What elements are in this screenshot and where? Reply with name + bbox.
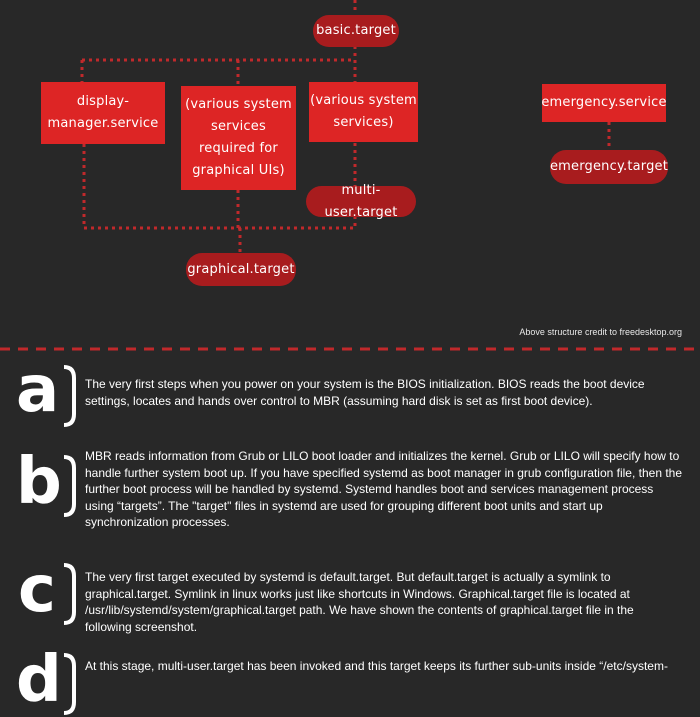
step-text-a: The very first steps when you power on your system is the BIOS initialization. BIOS reads the boot device settings, locates and hands over control to MBR (assuming hard disk is set as first boot device).	[85, 377, 645, 408]
emergency-target-node: emergency.target	[550, 150, 668, 184]
step-text-b: MBR reads information from Grub or LILO boot loader and initializes the kernel. Grub or LILO will specify how to handle further system boot up. If you have specified systemd as boot manager in grub configuration file, then the further boot process will be handled by systemd. Systemd handles boot and services management process using “targets”. The "target" files in systemd are used for grouping different boot units and start up synchronization processes.	[85, 449, 683, 529]
section-separator	[0, 344, 700, 354]
step-c	[0, 553, 700, 634]
step-letter-b: b	[16, 445, 62, 519]
graphical-services-node: (various system services required for graphical UIs)	[181, 86, 296, 190]
structure-credit: Above structure credit to freedesktop.org	[519, 327, 682, 337]
system-services-node: (various system services)	[309, 82, 418, 142]
step-text-c: The very first target executed by systemd is default.target. But default.target is actually a symlink to graphical.target. Symlink in linux works just like shortcuts in Windows. Graphical.target file is located at /usr/lib/systemd/system/graphical.target path. We have shown the contents of graphical.target file in the following screenshot.	[85, 570, 634, 634]
step-letter-d: d	[16, 643, 62, 717]
step-bracket-icon	[62, 652, 78, 716]
boot-diagram	[0, 0, 700, 340]
basic-target-node: basic.target	[313, 15, 399, 47]
step-a	[0, 353, 700, 434]
emergency-service-node: emergency.service	[542, 84, 666, 122]
display-manager-node: display- manager.service	[41, 82, 165, 144]
graphical-target-node: graphical.target	[186, 253, 296, 286]
step-bracket-icon	[62, 454, 78, 518]
step-letter-a: a	[16, 353, 60, 427]
step-bracket-icon	[62, 364, 78, 428]
multi-user-target-node: multi-user.target	[306, 186, 416, 217]
step-text-d: At this stage, multi-user.target has been invoked and this target keeps its further sub-units inside “/etc/system-	[85, 659, 668, 673]
step-b	[0, 446, 700, 546]
step-bracket-icon	[62, 562, 78, 626]
step-letter-c: c	[18, 553, 56, 627]
step-d	[0, 643, 700, 717]
